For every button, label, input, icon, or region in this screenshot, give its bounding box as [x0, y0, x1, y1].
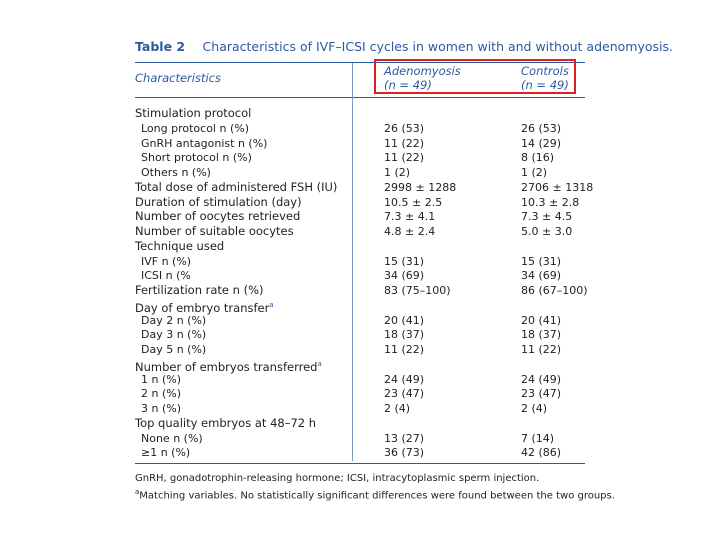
row-label-text: 3 n (%)	[141, 402, 181, 415]
cell-adenomyosis: 36 (73)	[384, 446, 425, 460]
cell-controls: 86 (67–100)	[521, 284, 588, 297]
footnote-matching-text: Matching variables. No statistically significant differences were found between the two groups.	[139, 490, 615, 502]
cell-adenomyosis: 24 (49)	[384, 372, 425, 386]
table-caption: Characteristics of IVF–ICSI cycles in women with and without adenomyosis.	[202, 39, 673, 54]
cell-controls: 23 (47)	[521, 387, 562, 401]
row-label-text: Top quality embryos at 48–72 h	[135, 415, 317, 430]
table-row	[135, 313, 585, 328]
cell-adenomyosis: 10.5 ± 2.5	[384, 195, 443, 209]
table-row	[135, 150, 585, 165]
cell-controls: 34 (69)	[521, 269, 562, 283]
table-row	[135, 283, 588, 298]
row-label	[141, 150, 252, 165]
row-label	[141, 254, 191, 269]
table-row	[135, 431, 585, 446]
cell-adenomyosis: 7.3 ± 4.1	[384, 210, 436, 224]
col-header-controls: Controls	[521, 64, 569, 78]
table-label: Table 2	[135, 39, 186, 54]
cell-adenomyosis: 2 (4)	[384, 402, 411, 415]
footnote-marker: a	[317, 359, 322, 368]
table-row	[135, 254, 585, 269]
row-label-text: Total dose of administered FSH (IU)	[135, 179, 338, 194]
row-label-text: Number of oocytes retrieved	[135, 209, 301, 224]
cell-adenomyosis: 11 (22)	[384, 151, 425, 165]
cell-adenomyosis: 11 (22)	[384, 136, 425, 150]
row-label	[141, 431, 203, 446]
row-label-text: Day of embryo transfer	[135, 300, 270, 315]
row-label-text: GnRH antagonist n (%)	[141, 136, 268, 150]
cell-controls: 2 (4)	[521, 402, 548, 415]
cell-adenomyosis: 83 (75–100)	[384, 284, 451, 297]
cell-adenomyosis: 20 (41)	[384, 313, 425, 327]
row-label	[135, 180, 337, 195]
cell-controls: 18 (37)	[521, 328, 562, 342]
col-header-adenomyosis: Adenomyosis	[384, 64, 461, 78]
row-label-text: Number of embryos transferred	[135, 359, 318, 374]
cell-adenomyosis: 4.8 ± 2.4	[384, 225, 436, 238]
row-label-text: Duration of stimulation (day)	[135, 194, 302, 209]
table-row	[135, 357, 585, 372]
cell-controls: 7.3 ± 4.5	[521, 210, 573, 224]
row-label-text: Day 5 n (%)	[141, 343, 207, 356]
cell-controls: 14 (29)	[521, 136, 562, 150]
cell-adenomyosis: 11 (22)	[384, 343, 425, 356]
row-label-text: 2 n (%)	[141, 387, 181, 401]
cell-controls: 2706 ± 1318	[521, 180, 594, 194]
cell-adenomyosis: 2998 ± 1288	[384, 180, 457, 194]
row-label	[135, 106, 251, 121]
table-row	[135, 298, 585, 313]
row-label-text: Technique used	[135, 238, 225, 253]
row-label-text: 1 n (%)	[141, 372, 181, 386]
table-row	[135, 342, 585, 357]
header-rule	[135, 97, 585, 98]
row-label	[135, 416, 316, 431]
cell-adenomyosis: 34 (69)	[384, 269, 425, 283]
table-row	[135, 224, 585, 239]
cell-adenomyosis: 1 (2)	[384, 166, 411, 179]
cell-adenomyosis: 13 (27)	[384, 431, 425, 445]
bottom-rule	[135, 463, 585, 464]
cell-controls: 8 (16)	[521, 151, 555, 165]
row-label-text: None n (%)	[141, 431, 203, 445]
row-label	[141, 121, 249, 136]
table-row	[135, 209, 585, 224]
footnote-matching	[135, 488, 615, 501]
table-row	[135, 372, 585, 387]
table-row	[135, 416, 585, 431]
row-label	[135, 283, 264, 298]
footnote-abbreviations: GnRH, gonadotrophin-releasing hormone; ICSI, intracytoplasmic sperm injection.	[135, 473, 540, 484]
table-row	[135, 445, 585, 460]
row-label	[141, 327, 206, 342]
row-label	[135, 239, 224, 254]
cell-adenomyosis: 26 (53)	[384, 121, 425, 135]
cell-controls: 42 (86)	[521, 446, 562, 460]
footnote-marker: a	[269, 300, 274, 309]
row-label	[135, 195, 302, 210]
row-label	[141, 136, 267, 151]
row-label	[141, 401, 181, 416]
row-label-text: ≥1 n (%)	[141, 446, 191, 460]
cell-adenomyosis: 23 (47)	[384, 387, 425, 401]
cell-controls: 5.0 ± 3.0	[521, 225, 573, 238]
table-row	[135, 401, 585, 416]
cell-controls: 24 (49)	[521, 372, 562, 386]
row-label-text: Fertilization rate n (%)	[135, 283, 264, 297]
row-label	[141, 445, 190, 460]
row-label	[141, 268, 191, 283]
table-row	[135, 179, 594, 195]
row-label-text: IVF n (%)	[141, 254, 192, 268]
row-label	[135, 209, 300, 224]
table-row	[135, 268, 585, 283]
cell-controls: 26 (53)	[521, 121, 562, 135]
row-label-text: Day 2 n (%)	[141, 313, 207, 327]
table-row	[135, 386, 585, 401]
row-label	[141, 372, 181, 387]
table-row	[135, 165, 585, 180]
highlight-box	[374, 59, 576, 94]
col-header-characteristics: Characteristics	[135, 71, 221, 85]
cell-controls: 15 (31)	[521, 254, 562, 268]
table-title	[135, 39, 673, 54]
footnote-marker: a	[135, 488, 140, 496]
row-label-text: Long protocol n (%)	[141, 121, 249, 135]
row-label-text: ICSI n (%	[141, 269, 191, 283]
cell-adenomyosis: 15 (31)	[384, 254, 425, 268]
cell-controls: 20 (41)	[521, 313, 562, 327]
row-label	[141, 165, 211, 180]
row-label-text: Short protocol n (%)	[141, 151, 252, 165]
row-label-text: Others n (%)	[141, 166, 211, 179]
cell-controls: 1 (2)	[521, 166, 548, 179]
table-row	[135, 121, 585, 136]
row-label	[135, 224, 294, 239]
row-label-text: Stimulation protocol	[135, 106, 252, 120]
table-row	[135, 195, 585, 210]
row-label	[141, 386, 181, 401]
row-label-text: Number of suitable oocytes	[135, 224, 294, 238]
cell-controls: 11 (22)	[521, 343, 562, 356]
row-label-text: Day 3 n (%)	[141, 328, 207, 342]
cell-controls: 10.3 ± 2.8	[521, 195, 580, 209]
col-header-controls-n: (n = 49)	[521, 78, 569, 92]
table-row	[135, 239, 585, 254]
row-label	[141, 313, 206, 328]
cell-controls: 7 (14)	[521, 431, 555, 445]
cell-adenomyosis: 18 (37)	[384, 328, 425, 342]
row-label	[141, 342, 206, 357]
col-header-adenomyosis-n: (n = 49)	[384, 78, 432, 92]
table-row	[135, 327, 585, 342]
table-row	[135, 136, 585, 151]
table-row	[135, 106, 585, 121]
